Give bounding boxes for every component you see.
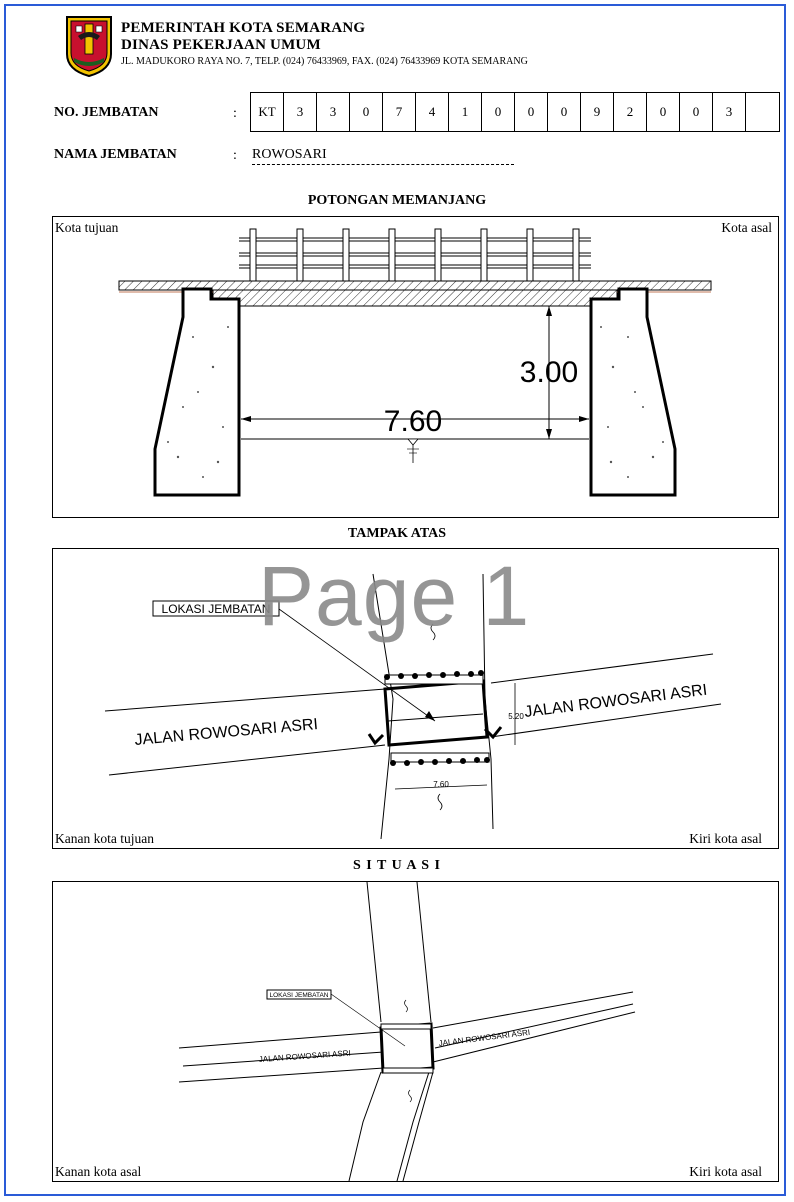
header-line2: DINAS PEKERJAAN UMUM xyxy=(121,37,321,53)
tampak-right-label: Kiri kota asal xyxy=(689,831,762,846)
road-left-name: JALAN ROWOSARI ASRI xyxy=(258,1048,351,1064)
code-cell: 0 xyxy=(482,93,515,131)
span-dim-text: 7.60 xyxy=(433,780,449,789)
tampak-title: TAMPAK ATAS xyxy=(347,526,447,541)
code-cell: 3 xyxy=(713,93,746,131)
situasi-left-label: Kanan kota asal xyxy=(55,1164,142,1179)
potongan-right-label: Kota asal xyxy=(721,220,772,235)
code-cell: KT xyxy=(251,93,284,131)
tampak-left-label: Kanan kota tujuan xyxy=(55,831,154,846)
header-address: JL. MADUKORO RAYA NO. 7, TELP. (024) 76433969, FAX. (024) 76433969 KOTA SEMARANG xyxy=(121,56,528,67)
code-cell: 0 xyxy=(515,93,548,131)
no-jembatan-label: NO. JEMBATAN xyxy=(54,105,159,120)
code-cell: 0 xyxy=(548,93,581,131)
header-line1: PEMERINTAH KOTA SEMARANG xyxy=(121,20,366,36)
situasi-panel xyxy=(52,881,779,1182)
road-left-name: JALAN ROWOSARI ASRI xyxy=(133,716,319,749)
lokasi-label: LOKASI JEMBATAN xyxy=(269,992,329,999)
code-cell: 3 xyxy=(317,93,350,131)
kota-semarang-crest-icon xyxy=(64,14,114,78)
nama-jembatan-label: NAMA JEMBATAN xyxy=(54,147,177,162)
code-cell: 0 xyxy=(680,93,713,131)
code-cell: 1 xyxy=(449,93,482,131)
deck-beam xyxy=(213,290,617,306)
bridge-deck xyxy=(385,681,487,745)
railing xyxy=(239,238,591,268)
situasi-right-label: Kiri kota asal xyxy=(689,1164,762,1179)
code-cell: 0 xyxy=(647,93,680,131)
right-abutment xyxy=(591,289,675,495)
situasi-drawing xyxy=(53,882,778,1181)
code-cell: 9 xyxy=(581,93,614,131)
potongan-drawing xyxy=(53,217,778,517)
road-right-name: JALAN ROWOSARI ASRI xyxy=(438,1027,531,1048)
page-watermark: Page 1 xyxy=(258,549,531,643)
road-right-name: JALAN ROWOSARI ASRI xyxy=(523,681,709,721)
potongan-title: POTONGAN MEMANJANG xyxy=(307,193,487,208)
no-jembatan-code xyxy=(250,92,780,132)
lokasi-label: LOKASI JEMBATAN xyxy=(161,602,271,616)
nama-jembatan-colon: : xyxy=(233,148,237,163)
railing-posts xyxy=(250,229,579,281)
nama-jembatan-value: ROWOSARI xyxy=(252,147,514,165)
no-jembatan-colon: : xyxy=(233,106,237,121)
concrete-dots xyxy=(167,326,664,478)
code-cell: 3 xyxy=(284,93,317,131)
code-cell: 4 xyxy=(416,93,449,131)
bridge-deck xyxy=(381,1024,433,1072)
potongan-panel xyxy=(52,216,779,518)
water-mark-icon xyxy=(408,439,418,445)
height-value: 3.00 xyxy=(519,356,579,389)
code-cell: 2 xyxy=(614,93,647,131)
river xyxy=(349,882,433,1181)
span-value: 7.60 xyxy=(383,405,443,438)
code-cell xyxy=(746,93,779,131)
code-cell: 7 xyxy=(383,93,416,131)
code-cell: 0 xyxy=(350,93,383,131)
width-dim-text: 5.20 xyxy=(508,712,524,721)
potongan-left-label: Kota tujuan xyxy=(55,220,119,235)
situasi-title: S I T U A S I xyxy=(353,858,441,873)
